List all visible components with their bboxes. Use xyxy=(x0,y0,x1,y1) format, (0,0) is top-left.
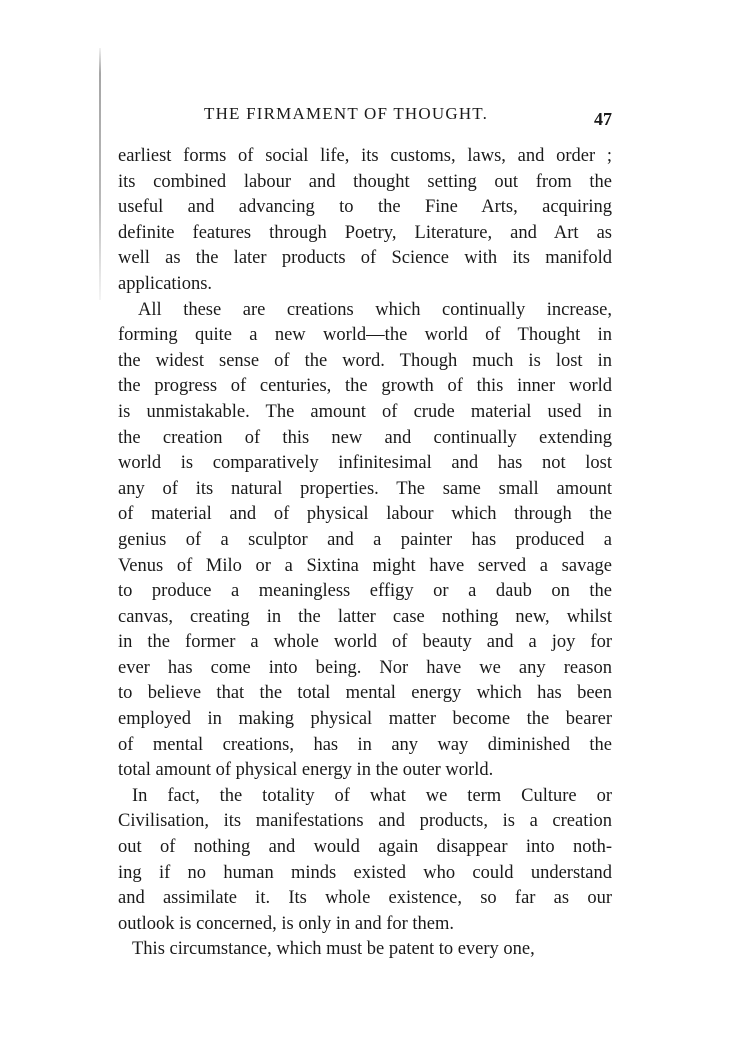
running-title: THE FIRMAMENT OF THOUGHT. xyxy=(204,104,489,123)
text-line: world is comparatively infinitesimal and has not lost xyxy=(118,453,612,474)
running-header xyxy=(118,104,614,134)
text-line: ever has come into being. Nor have we any reason xyxy=(118,657,612,678)
text-line: outlook is concerned, is only in and for them. xyxy=(118,913,455,934)
text-line: to believe that the total mental energy which has been xyxy=(118,683,612,704)
text-line: forming quite a new world—the world of Thought in xyxy=(118,325,612,346)
text-line: ing if no human minds existed who could understand xyxy=(118,862,612,883)
text-line: useful and advancing to the Fine Arts, acquiring xyxy=(118,197,612,218)
text-line: in the former a whole world of beauty and a joy for xyxy=(118,632,612,653)
page-number: 47 xyxy=(594,109,612,129)
text-line: Venus of Milo or a Sixtina might have served a savage xyxy=(118,555,612,576)
text-line: applications. xyxy=(118,273,213,294)
text-line: of material and of physical labour which through the xyxy=(118,504,612,525)
text-line: definite features through Poetry, Literature, and Art as xyxy=(118,222,612,243)
text-line: is unmistakable. The amount of crude material used in xyxy=(118,401,612,422)
text-line: Civilisation, its manifestations and products, is a creation xyxy=(118,811,612,832)
text-line: any of its natural properties. The same small amount xyxy=(118,478,612,499)
body-text xyxy=(118,144,612,963)
text-line: total amount of physical energy in the outer world. xyxy=(118,760,494,781)
text-line: to produce a meaningless effigy or a daub on the xyxy=(118,581,612,602)
text-line: In fact, the totality of what we term Culture or xyxy=(132,785,612,806)
text-line: genius of a sculptor and a painter has produced a xyxy=(118,529,612,550)
text-line: its combined labour and thought setting out from the xyxy=(118,171,612,192)
text-line: and assimilate it. Its whole existence, so far as our xyxy=(118,888,612,909)
text-line: This circumstance, which must be patent to every one, xyxy=(132,939,535,960)
text-line: employed in making physical matter become the bearer xyxy=(118,709,612,730)
text-line: the creation of this new and continually extending xyxy=(118,427,612,448)
text-line: the widest sense of the word. Though much is lost in xyxy=(118,350,612,371)
text-line: canvas, creating in the latter case nothing new, whilst xyxy=(118,606,612,627)
text-line: the progress of centuries, the growth of this inner world xyxy=(118,376,612,397)
text-line: of mental creations, has in any way diminished the xyxy=(118,734,612,755)
text-line: earliest forms of social life, its customs, laws, and order ; xyxy=(118,146,612,166)
text-line: well as the later products of Science with its manifold xyxy=(118,248,612,269)
text-line: All these are creations which continually increase, xyxy=(138,299,612,320)
text-line: out of nothing and would again disappear into noth- xyxy=(118,837,612,858)
page-edge-shadow xyxy=(99,48,101,300)
